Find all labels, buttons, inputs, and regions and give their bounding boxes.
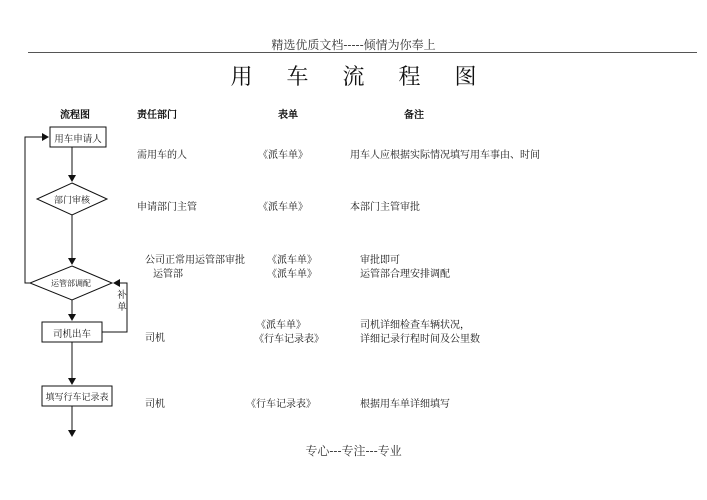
- row5-form: 《行车记录表》: [246, 399, 316, 410]
- row3-form-line1: 《派车单》: [267, 255, 317, 266]
- flow-label-apply: 用车申请人: [54, 134, 102, 145]
- flow-arrow-loop-back: [25, 137, 48, 283]
- row3-dept-line1: 公司正常用运管部审批: [145, 255, 245, 266]
- row1-dept: 需用车的人: [137, 150, 187, 161]
- page-footer: 专心---专注---专业: [305, 444, 402, 458]
- page-title: 用车流程图: [230, 65, 511, 90]
- flow-label-dispatch: 运管部调配: [51, 279, 91, 288]
- column-header-flow: 流程图: [60, 110, 90, 121]
- row4-form-line1: 《派车单》: [256, 320, 306, 331]
- row1-form: 《派车单》: [258, 150, 308, 161]
- column-header-note: 备注: [404, 110, 424, 121]
- row2-dept: 申请部门主管: [137, 202, 197, 213]
- row3-note-line1: 审批即可: [360, 255, 400, 266]
- row5-dept: 司机: [145, 399, 165, 410]
- flow-label-depart: 司机出车: [52, 329, 91, 340]
- row3-dept-line2: 运管部: [153, 269, 183, 280]
- row5-note: 根据用车单详细填写: [360, 399, 450, 410]
- column-header-form: 表单: [278, 110, 298, 121]
- row4-note-line1: 司机详细检查车辆状况，: [360, 320, 470, 331]
- row3-form-line2: 《派车单》: [267, 269, 317, 280]
- row3-note-line2: 运管部合理安排调配: [360, 269, 450, 280]
- row1-note: 用车人应根据实际情况填写用车事由、时间: [350, 150, 540, 161]
- row4-dept: 司机: [145, 333, 165, 344]
- row2-form: 《派车单》: [258, 202, 308, 213]
- flow-label-supplement: 补单: [117, 290, 127, 313]
- row4-form-line2: 《行车记录表》: [254, 334, 324, 345]
- row4-note-line2: 详细记录行程时间及公里数: [360, 334, 480, 345]
- flow-label-review: 部门审核: [53, 196, 90, 206]
- page-header: 精选优质文档-----倾情为你奉上: [271, 38, 436, 52]
- column-header-dept: 责任部门: [137, 110, 177, 121]
- flow-label-record: 填写行车记录表: [45, 393, 109, 403]
- row2-note: 本部门主管审批: [350, 202, 420, 213]
